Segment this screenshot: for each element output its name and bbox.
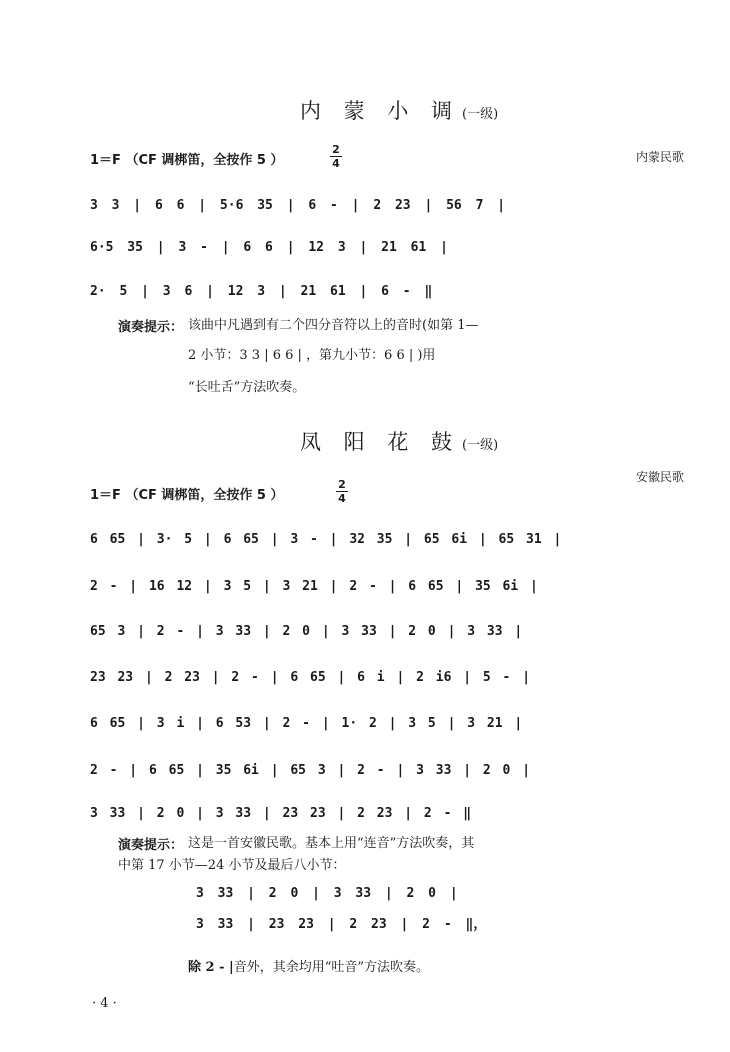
song2-row-4: 23 23 | 2 23 | 2 - | 6 65 | 6 i | 2 i6 | 5 - | [90,670,531,685]
song1-tips-line-2: 2 小节：3 3 | 6 6 | ，第九小节：6 6 | )用 [188,348,436,363]
song2-time-signature [336,479,348,504]
song2-key: 1＝F （CF 调梆笛，全按作 5 ） [90,488,284,503]
song2-source: 安徽民歌 [636,470,685,484]
song2-example-1: 3 33 | 2 0 | 3 33 | 2 0 | [196,886,458,901]
time-bottom: 4 [338,492,346,505]
song1-time-signature [330,144,342,169]
song1-tips-line-1: 该曲中凡遇到有二个四分音符以上的音时(如第 1— [188,318,479,333]
song2-tips-last-suffix: 音外，其余均用“吐音”方法吹奏。 [233,960,430,975]
song2-tips-last-prefix: 除 2 - | [188,960,234,975]
time-bottom: 4 [332,157,340,170]
song2-row-7: 3 33 | 2 0 | 3 33 | 23 23 | 2 23 | 2 - ‖ [90,806,472,821]
song1-key: 1＝F （CF 调梆笛，全按作 5 ） [90,153,284,168]
song1-row-2: 6·5 35 | 3 - | 6 6 | 12 3 | 21 61 | [90,240,448,255]
song1-level: (一级) [462,107,499,122]
page-number: · 4 · [92,996,117,1011]
song2-title [300,426,498,456]
song1-row-1: 3 3 | 6 6 | 5·6 35 | 6 - | 2 23 | 56 7 | [90,198,506,213]
song2-row-6: 2 - | 6 65 | 35 6i | 65 3 | 2 - | 3 33 | 2 0 | [90,763,531,778]
song2-tips-line-2: 中第 17 小节—24 小节及最后八小节： [118,858,346,873]
song2-title-text: 凤 阳 花 鼓 [300,430,461,454]
song2-level: (一级) [462,438,499,453]
song2-tips-last [188,958,429,978]
song1-source: 内蒙民歌 [636,150,685,164]
song2-tips-line-1: 这是一首安徽民歌。基本上用“连音”方法吹奏，其 [188,836,475,851]
song1-title-text: 内 蒙 小 调 [300,99,461,123]
time-top: 2 [332,143,340,156]
song2-row-5: 6 65 | 3 i | 6 53 | 2 - | 1· 2 | 3 5 | 3 21 | [90,716,523,731]
song1-title [300,95,498,125]
time-top: 2 [338,478,346,491]
song2-tips-label: 演奏提示： [118,838,184,853]
song2-row-2: 2 - | 16 12 | 3 5 | 3 21 | 2 - | 6 65 | 35 6i | [90,579,538,594]
song2-example-2: 3 33 | 23 23 | 2 23 | 2 - ‖， [196,917,487,932]
song1-tips-line-3: “长吐舌”方法吹奏。 [188,380,306,395]
song2-row-1: 6 65 | 3· 5 | 6 65 | 3 - | 32 35 | 65 6i | 65 31 | [90,532,562,547]
song1-tips-label: 演奏提示： [118,320,184,335]
song1-row-3: 2· 5 | 3 6 | 12 3 | 21 61 | 6 - ‖ [90,284,433,299]
song2-row-3: 65 3 | 2 - | 3 33 | 2 0 | 3 33 | 2 0 | 3 33 | [90,624,523,639]
